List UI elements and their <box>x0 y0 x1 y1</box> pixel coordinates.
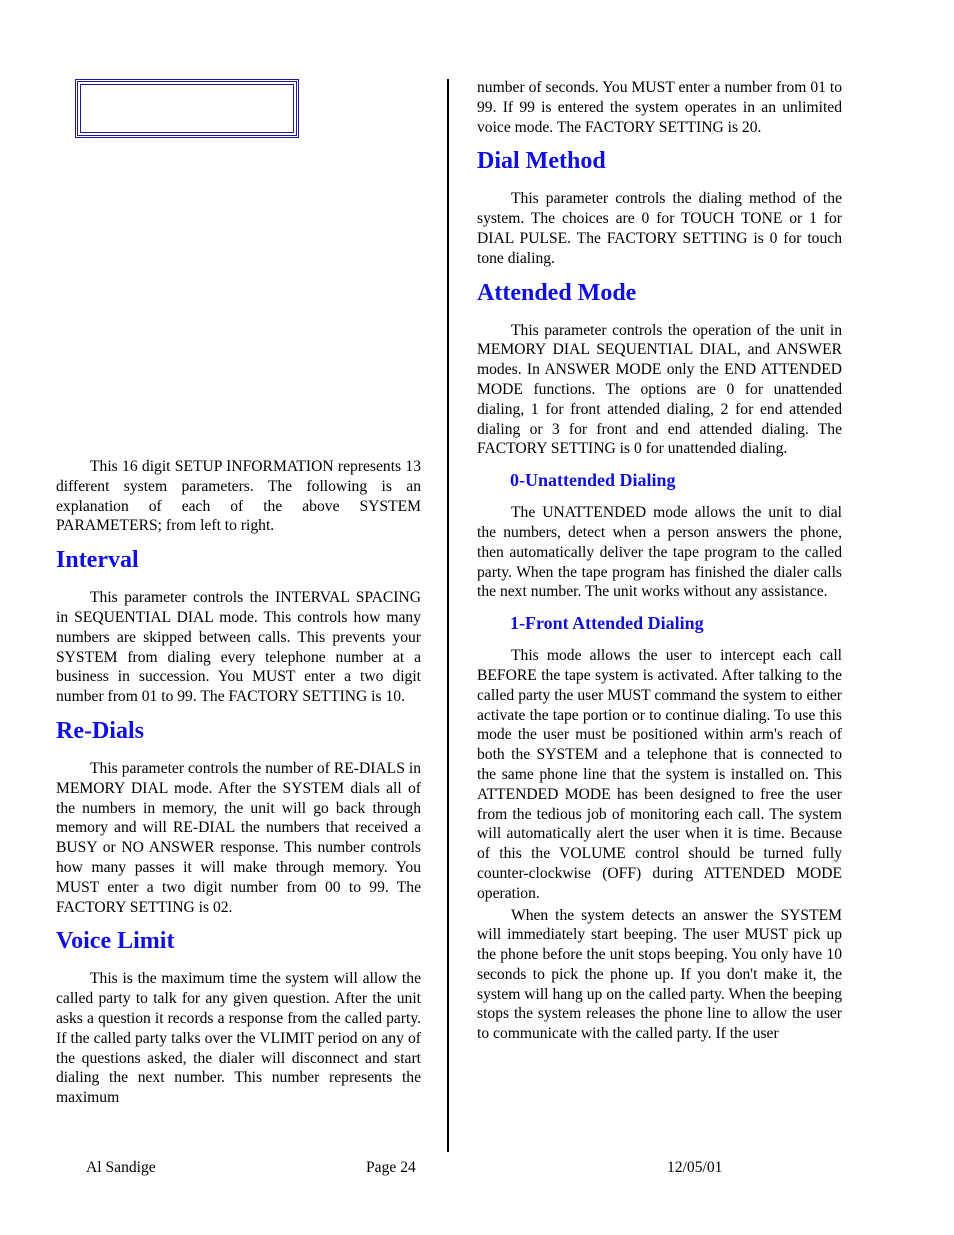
redials-paragraph: This parameter controls the number of RE-DIALS in MEMORY DIAL mode. After the SYSTEM dials all of the numbers in memory, the unit will go back through memory and will RE-DIAL the numbers that received a BUSY or NO ANSWER response. This number controls how many passes it will make through memory. You MUST enter a two digit number from 00 to 99. The FACTORY SETTING is 02. <box>56 759 421 916</box>
footer-author: Al Sandige <box>86 1159 156 1176</box>
heading-voice-limit: Voice Limit <box>56 928 175 955</box>
footer-page-number: Page 24 <box>366 1159 416 1176</box>
continued-paragraph: number of seconds. You MUST enter a number from 01 to 99. If 99 is entered the system operates in an unlimited voice mode. The FACTORY SETTING is 20. <box>477 79 842 136</box>
intro-paragraph: This 16 digit SETUP INFORMATION represents 13 different system parameters. The following is an explanation of each of the above SYSTEM PARAMETERS; from left to right. <box>56 458 421 535</box>
unattended-paragraph: The UNATTENDED mode allows the unit to dial the numbers, detect when a person answers the phone, then automatically deliver the tape program to the called party. When the tape program has finished the dialer calls the next number. The unit works without any assistance. <box>477 504 842 601</box>
heading-dial-method: Dial Method <box>477 148 606 175</box>
heading-unattended-dialing: 0-Unattended Dialing <box>510 470 676 491</box>
front-attended-paragraph-1: This mode allows the user to intercept each call BEFORE the tape system is activated. After talking to the called party the user MUST command the system to either activate the tape portion or to continue dialing. To use this mode the user must be positioned within arm's reach of both the SYSTEM and a telephone that is connected to the same phone line that the system is installed on. This ATTENDED MODE has been designed to free the user from the tedious job of monitoring each call. The system will automatically alert the user when it is time. Because of this the VOLUME control should be turned fully counter-clockwise (OFF) during ATTENDED MODE operation. <box>477 647 842 902</box>
front-attended-paragraph-2: When the system detects an answer the SYSTEM will immediately start beeping. The user MUST pick up the phone before the unit stops beeping. You only have 10 seconds to pick the phone up. If you don't make it, the system will hang up on the called party. When the beeping stops the system releases the phone line to allow the user to communicate with the called party. If the user <box>477 906 842 1043</box>
heading-attended-mode: Attended Mode <box>477 279 637 306</box>
dial-method-paragraph: This parameter controls the dialing method of the system. The choices are 0 for TOUCH TONE or 1 for DIAL PULSE. The FACTORY SETTING is 0 for touch tone dialing. <box>477 190 842 267</box>
heading-front-attended-dialing: 1-Front Attended Dialing <box>510 613 704 634</box>
heading-redials: Re-Dials <box>56 717 144 744</box>
footer-date: 12/05/01 <box>667 1159 723 1176</box>
image-frame-box <box>75 79 299 138</box>
right-column <box>477 78 842 1046</box>
heading-interval: Interval <box>56 547 139 574</box>
attended-mode-paragraph: This parameter controls the operation of the unit in MEMORY DIAL SEQUENTIAL DIAL, and ANSWER modes. In ANSWER MODE only the END ATTENDED MODE functions. The options are 0 for unattended dialing, 1 for front attended dialing, 2 for end attended dialing or 3 for front and end attended dialing. The FACTORY SETTING is 0 for unattended dialing. <box>477 321 842 458</box>
column-divider <box>447 79 449 1152</box>
interval-paragraph: This parameter controls the INTERVAL SPACING in SEQUENTIAL DIAL mode. This controls how many numbers are skipped between calls. This prevents your SYSTEM from dialing every telephone number at a business in succession. You MUST enter a two digit number from 01 to 99. The FACTORY SETTING is 10. <box>56 589 421 706</box>
voice-limit-paragraph: This is the maximum time the system will allow the called party to talk for any given question. After the unit asks a question it records a response from the called party. If the called party talks over the VLIMIT period on any of the questions asked, the dialer will disconnect and start dialing the next number. This number represents the maximum <box>56 970 421 1107</box>
left-column <box>56 457 421 1110</box>
